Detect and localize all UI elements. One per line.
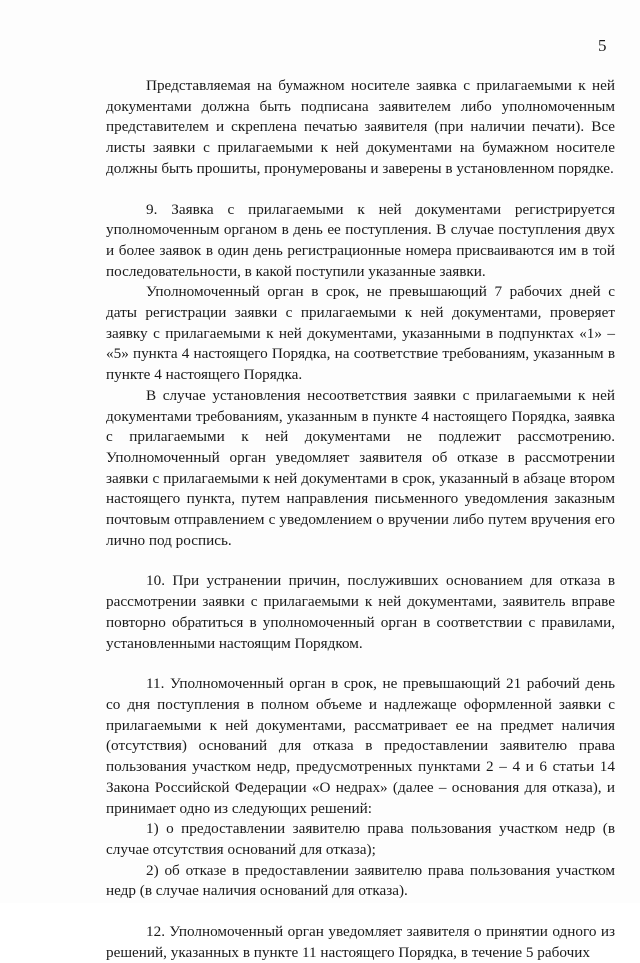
paragraph-item-12: 12. Уполномоченный орган уведомляет заявителя о принятии одного из решений, указанных в пункте 11 настоящего Порядка, в течение 5 рабочих [106,923,615,961]
paragraph-item-9-refusal: В случае установления несоответствия заявки с прилагаемыми к ней документами требованиям, указанным в пункте 4 настоящего Порядка, заявка с прилагаемыми к ней документами не подлежит рассмотрению. Уполномоченный орган уведомляет заявителя об отказе в рассмотрении заявки с прилагаемыми к ней документами в срок, указанный в абзаце втором настоящего пункта, путем направления письменного уведомления заказным почтовым отправлением с уведомлением о вручении либо путем вручения его лично под роспись. [106,386,615,549]
paragraph-signature-requirements: Представляемая на бумажном носителе заявка с прилагаемыми к ней документами должна быть подписана заявителем либо уполномоченным представителем и скреплена печатью заявителя (при наличии печати). Все листы заявки с прилагаемыми к ней документами на бумажном носителе должны быть прошиты, пронумерованы и заверены в установленном порядке. [106,77,615,177]
paragraph-item-9-check: Уполномоченный орган в срок, не превышающий 7 рабочих дней с даты регистрации заявки с прилагаемыми к ней документами, проверяет заявку с прилагаемыми к ней документами, указанными в подпунктах «1» – «5» пункта 4 настоящего Порядка, на соответствие требованиям, указанным в пункте 4 настоящего Порядка. [106,283,615,384]
paragraph-item-10: 10. При устранении причин, послуживших основанием для отказа в рассмотрении заявки с прилагаемыми к ней документами, заявитель вправе повторно обратиться в уполномоченный орган в соответствии с правилами, установленными настоящим Порядком. [106,572,615,652]
paragraph-item-11-decision-1: 1) о предоставлении заявителю права пользования участком недр (в случае отсутствия оснований для отказа); [106,820,615,858]
document-body [106,76,615,963]
paragraph-item-11-decision-2: 2) об отказе в предоставлении заявителю права пользования участком недр (в случае наличия оснований для отказа). [106,861,615,900]
paragraph-item-9: 9. Заявка с прилагаемыми к ней документами регистрируется уполномоченным органом в день ее поступления. В случае поступления двух и более заявок в один день регистрационные номера присваиваются им в той последовательности, в какой поступили указанные заявки. [106,200,615,280]
paragraph-item-11: 11. Уполномоченный орган в срок, не превышающий 21 рабочий день со дня поступления в полном объеме и надлежаще оформленной заявки с прилагаемыми к ней документами, рассматривает ее на предмет наличия (отсутствия) оснований для отказа в предоставлении заявителю права пользования участком недр, предусмотренных пунктами 2 – 4 и 6 статьи 14 Закона Российской Федерации «О недрах» (далее – основания для отказа), и принимает одно из следующих решений: [106,675,615,817]
page-number: 5 [598,36,607,55]
